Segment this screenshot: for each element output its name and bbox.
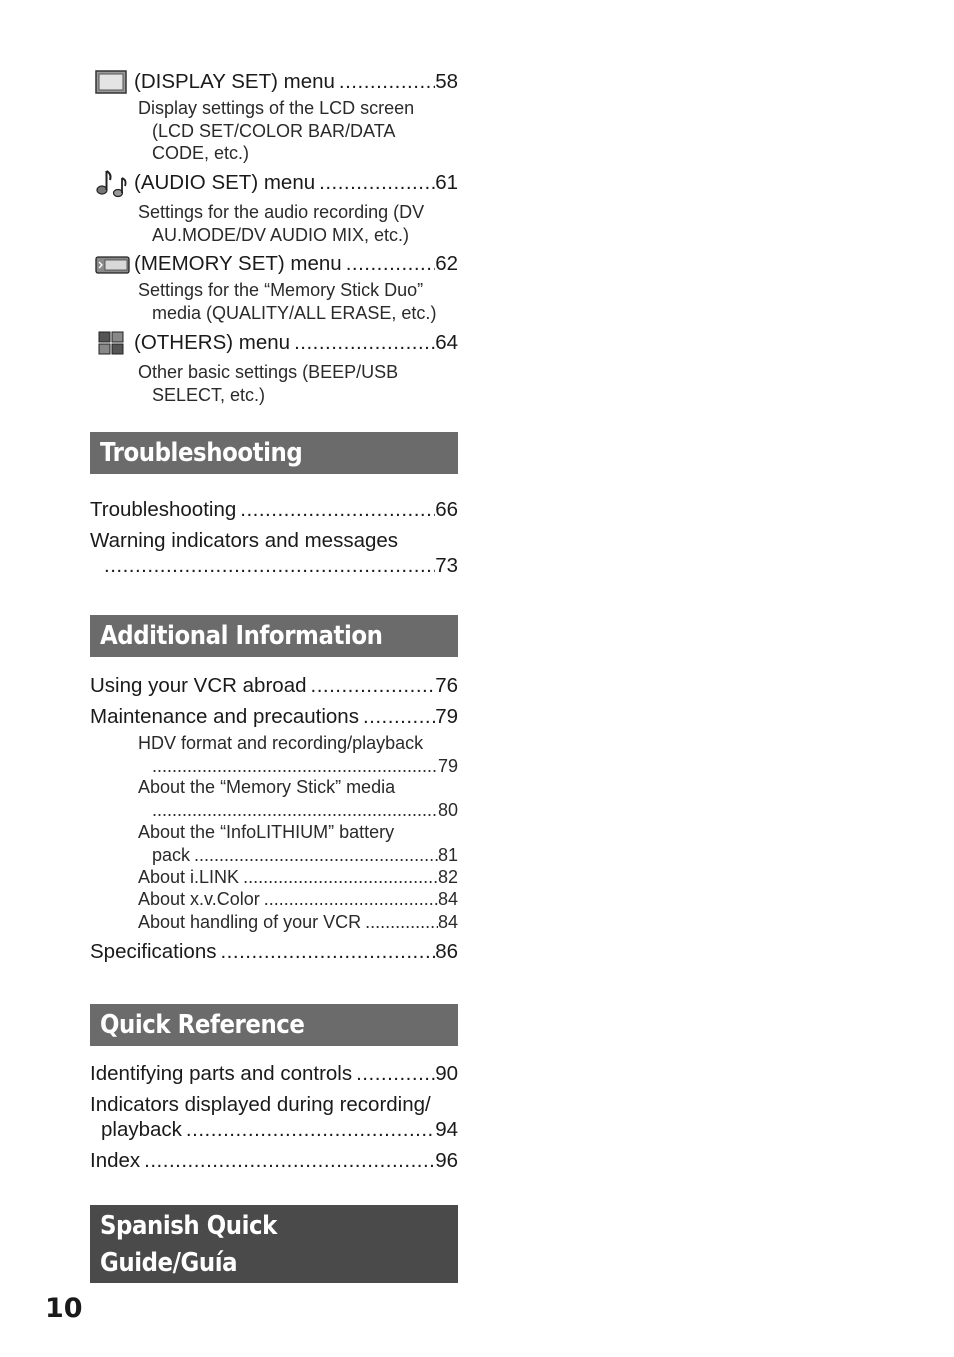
section-header-additional-information: Additional Information <box>90 615 458 657</box>
section-header-quick-reference: Quick Reference <box>90 1004 458 1046</box>
toc-subentry-memory-stick[interactable]: About the “Memory Stick” media ..... 80 <box>138 776 458 821</box>
toc-page: 64 <box>435 331 458 354</box>
toc-entry-index[interactable]: Index ..... 96 <box>90 1148 458 1173</box>
toc-desc: Display settings of the LCD screen (LCD SET/COLOR BAR/DATA CODE, etc.) <box>138 98 415 163</box>
toc-page: 61 <box>435 171 458 194</box>
toc-entry-maintenance[interactable]: Maintenance and precautions ..... 79 <box>90 704 458 729</box>
toc-title: (AUDIO SET) menu <box>134 171 316 194</box>
toc-entry-vcr-abroad[interactable]: Using your VCR abroad ..... 76 <box>90 673 458 698</box>
toc-page: 62 <box>435 252 458 275</box>
toc-title: (MEMORY SET) menu <box>134 252 342 275</box>
toc-desc: Settings for the “Memory Stick Duo” media (QUALITY/ALL ERASE, etc.) <box>138 280 437 323</box>
display-set-icon <box>95 70 127 99</box>
toc-entry-audio-set[interactable] <box>134 170 458 195</box>
page-number: 10 <box>45 1293 83 1324</box>
section-header-spanish-quick-guide[interactable]: Spanish Quick Guide/Guía rápida en español 98 <box>90 1205 458 1283</box>
toc-page: 98 <box>410 1285 446 1315</box>
toc-desc: Settings for the audio recording (DV AU.MODE/DV AUDIO MIX, etc.) <box>138 202 425 245</box>
toc-entry-others[interactable] <box>134 330 458 355</box>
toc-entry-indicators-displayed[interactable]: Indicators displayed during recording/ playback ..... 94 <box>90 1092 458 1142</box>
toc-entry-specifications[interactable]: Specifications ..... 86 <box>90 939 458 964</box>
others-grid-icon <box>98 331 125 361</box>
toc-subentry-xvcolor[interactable]: About x.v.Color ..... 84 <box>138 888 458 911</box>
toc-page: 58 <box>435 70 458 93</box>
toc-subentry-infolithium[interactable]: About the “InfoLITHIUM” battery pack ..... 81 <box>138 821 458 866</box>
toc-desc: Other basic settings (BEEP/USB SELECT, etc.) <box>138 362 399 405</box>
toc-entry-identifying-parts[interactable]: Identifying parts and controls ..... 90 <box>90 1061 458 1086</box>
toc-subentry-handling[interactable]: About handling of your VCR ..... 84 <box>138 911 458 934</box>
toc-entry-display-set[interactable] <box>134 69 458 94</box>
toc-subentry-hdv[interactable]: HDV format and recording/playback ..... 79 <box>138 732 458 777</box>
toc-entry-memory-set[interactable] <box>134 251 458 276</box>
toc-entry-troubleshooting[interactable]: Troubleshooting ..... 66 <box>90 497 458 522</box>
music-notes-icon <box>95 168 129 203</box>
section-header-troubleshooting: Troubleshooting <box>90 432 458 474</box>
toc-subentry-ilink[interactable]: About i.LINK ..... 82 <box>138 866 458 889</box>
toc-title: (DISPLAY SET) menu <box>134 70 335 93</box>
memory-stick-icon <box>95 255 131 280</box>
toc-title: (OTHERS) menu <box>134 331 291 354</box>
toc-entry-warning-indicators[interactable]: Warning indicators and messages ..... 73 <box>90 528 458 578</box>
